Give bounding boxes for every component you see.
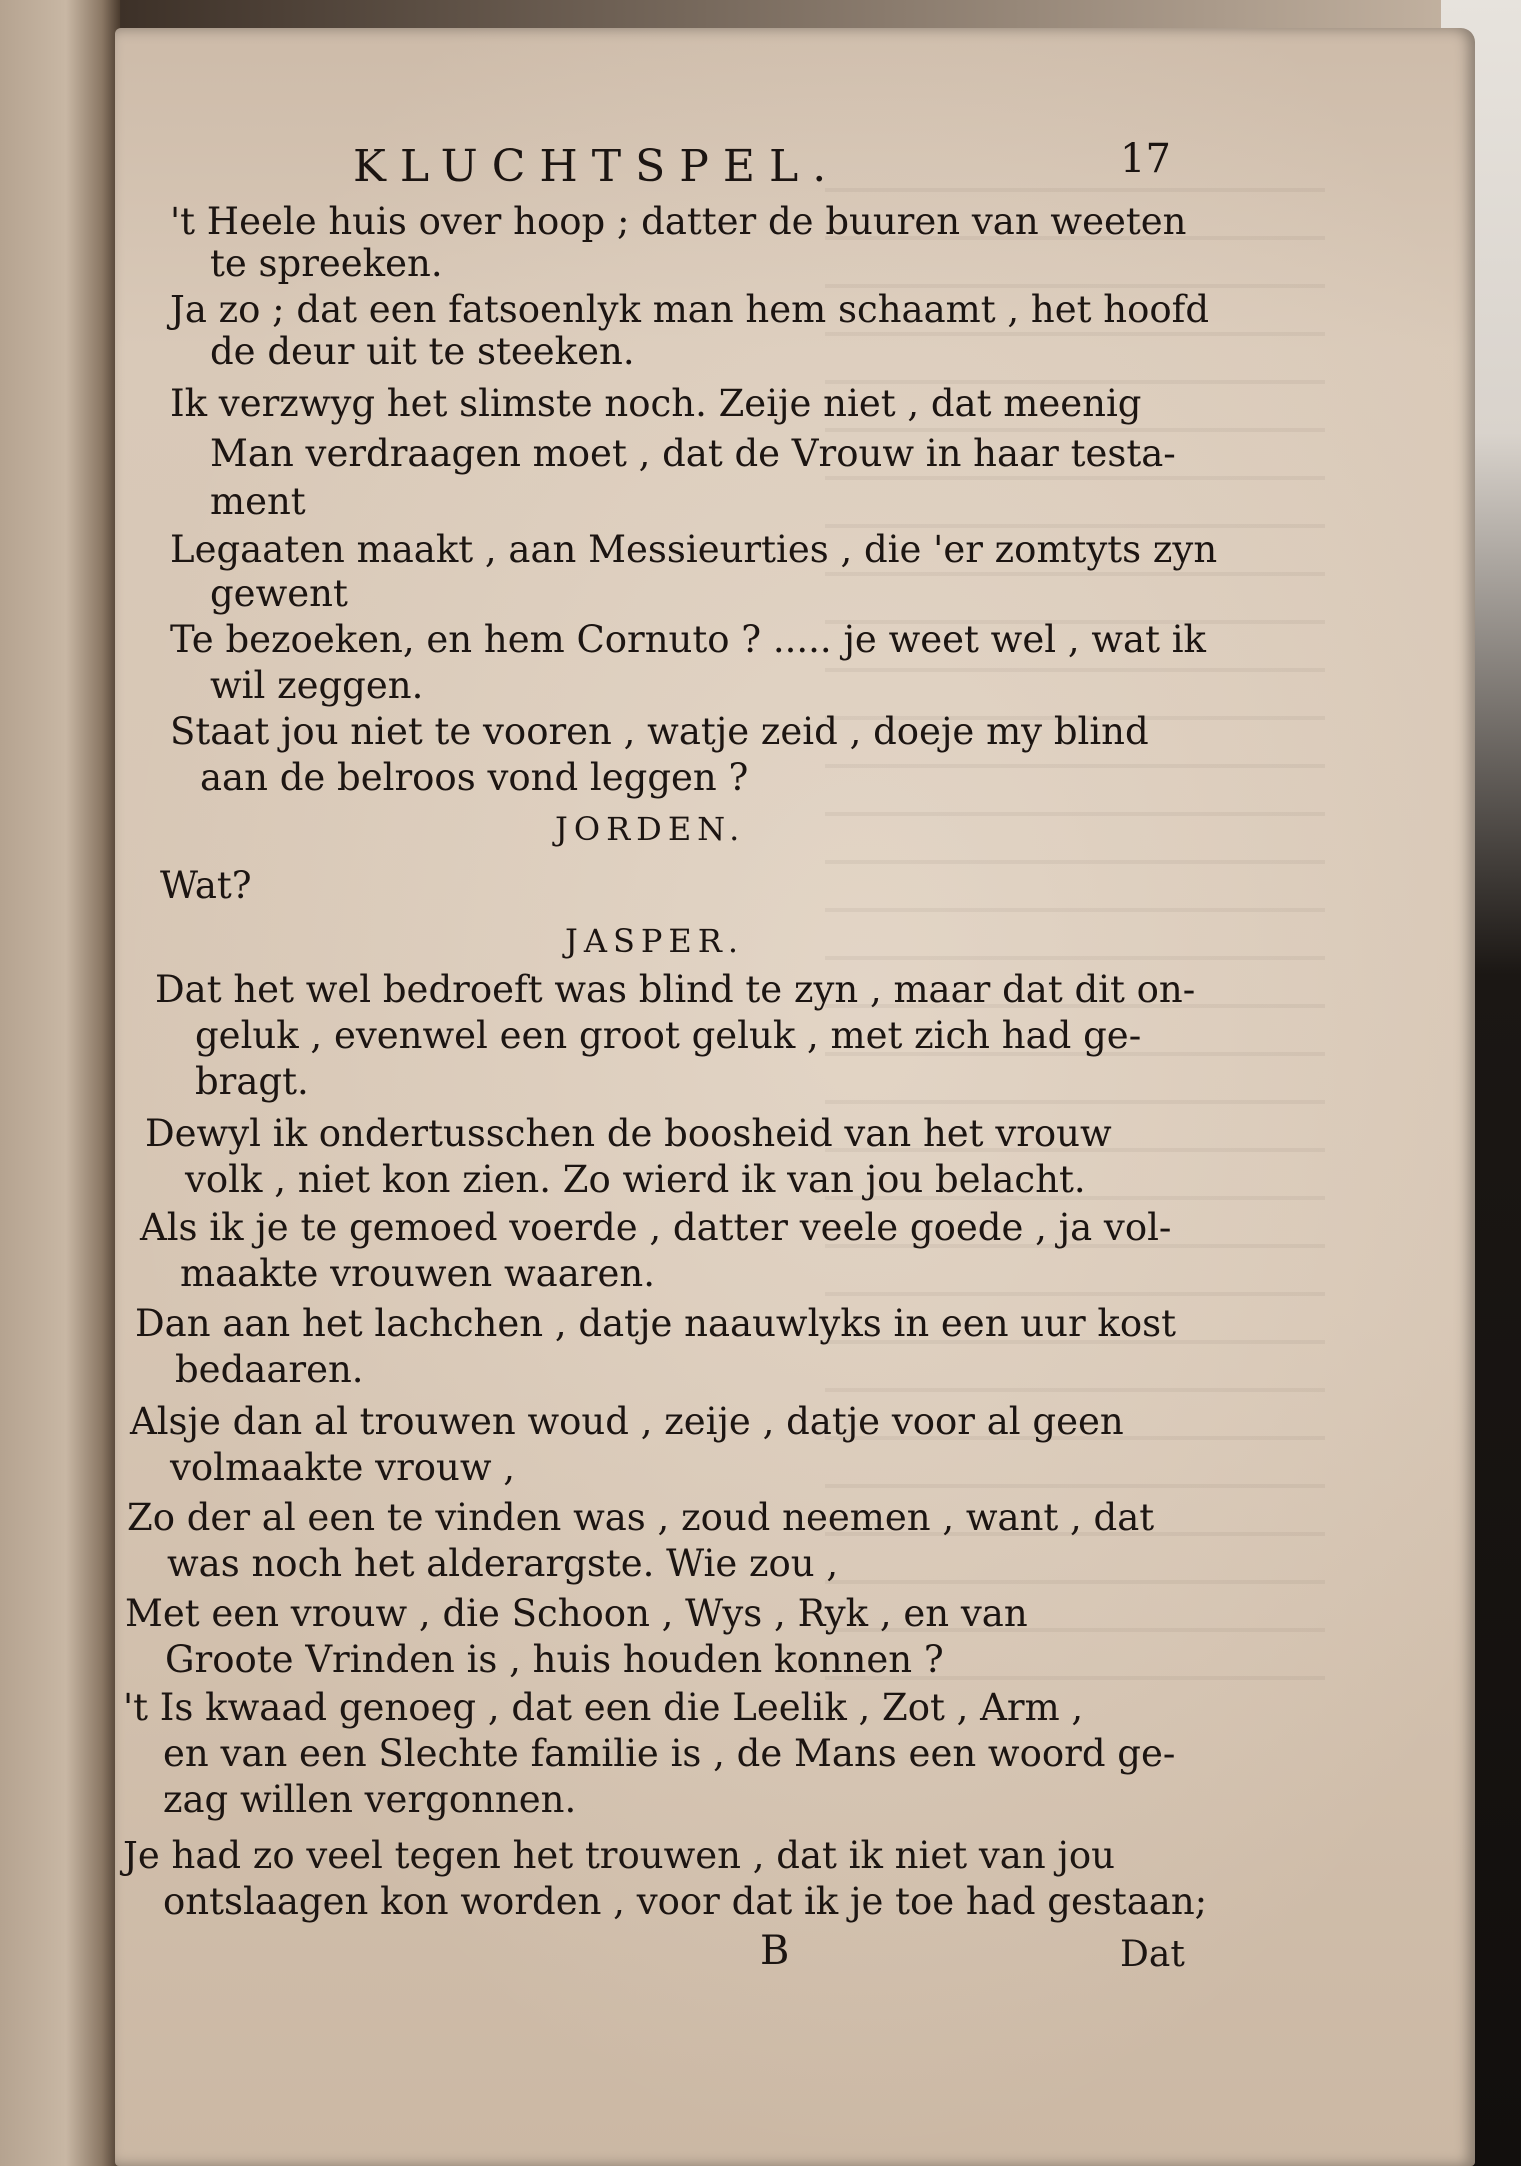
verse-continuation: ment [210, 480, 306, 523]
verse-continuation: gewent [210, 572, 348, 615]
signature-mark: B [760, 1928, 790, 1974]
left-page-edge [0, 0, 120, 2166]
verse-continuation: geluk , evenwel een groot geluk , met zich had ge- [195, 1014, 1142, 1057]
verse-continuation: bedaaren. [175, 1348, 364, 1391]
verse-continuation: ontslaagen kon worden , voor dat ik je toe had gestaan; [163, 1880, 1208, 1923]
reply-line: Wat? [160, 864, 252, 907]
verse-continuation: volk , niet kon zien. Zo wierd ik van jou belacht. [185, 1158, 1086, 1201]
verse-line: 't Is kwaad genoeg , dat een die Leelik , Zot , Arm , [123, 1686, 1084, 1729]
verse-continuation: aan de belroos vond leggen ? [200, 756, 749, 799]
verse-continuation: de deur uit te steeken. [210, 330, 635, 373]
running-head: KLUCHTSPEL. [353, 141, 841, 192]
verse-line: Te bezoeken, en hem Cornuto ? ..... je weet wel , wat ik [170, 618, 1206, 661]
verse-line: Je had zo veel tegen het trouwen , dat ik niet van jou [123, 1834, 1115, 1877]
verse-line: Zo der al een te vinden was , zoud neemen , want , dat [127, 1496, 1155, 1539]
catchword: Dat [1120, 1934, 1185, 1975]
verse-continuation: bragt. [195, 1060, 309, 1103]
verse-continuation: te spreeken. [210, 242, 443, 285]
verse-continuation: en van een Slechte familie is , de Mans een woord ge- [163, 1732, 1176, 1775]
verse-line: Met een vrouw , die Schoon , Wys , Ryk , en van [125, 1592, 1028, 1635]
verse-line: Ik verzwyg het slimste noch. Zeije niet , dat meenig [170, 382, 1142, 425]
verse-line: Legaaten maakt , aan Messieurties , die 'er zomtyts zyn [170, 528, 1218, 571]
verse-line: Als ik je te gemoed voerde , datter veele goede , ja vol- [140, 1206, 1172, 1249]
verse-continuation: maakte vrouwen waaren. [180, 1252, 655, 1295]
page-text [115, 28, 1475, 2166]
verse-continuation: zag willen vergonnen. [163, 1778, 577, 1821]
verse-line: Dat het wel bedroeft was blind te zyn , maar dat dit on- [155, 968, 1196, 1011]
verse-line: Dan aan het lachchen , datje naauwlyks in een uur kost [135, 1302, 1176, 1345]
verse-continuation: wil zeggen. [210, 664, 424, 707]
page-number: 17 [1120, 136, 1171, 182]
speaker-jorden: JORDEN. [555, 810, 746, 848]
verse-continuation: Groote Vrinden is , huis houden konnen ? [165, 1638, 944, 1681]
verse-line: 't Heele huis over hoop ; datter de buuren van weeten [170, 200, 1187, 243]
verse-line: Dewyl ik ondertusschen de boosheid van het vrouw [145, 1112, 1112, 1155]
verse-line: Ja zo ; dat een fatsoenlyk man hem schaamt , het hoofd [170, 288, 1210, 331]
verse-line: Staat jou niet te vooren , watje zeid , doeje my blind [170, 710, 1149, 753]
verse-continuation: volmaakte vrouw , [170, 1446, 516, 1489]
speaker-jasper: JASPER. [565, 922, 745, 960]
verse-line: Man verdraagen moet , dat de Vrouw in haar testa- [210, 432, 1176, 475]
verse-line: Alsje dan al trouwen woud , zeije , datje voor al geen [130, 1400, 1124, 1443]
verse-continuation: was noch het alderargste. Wie zou , [167, 1542, 839, 1585]
book-page [115, 28, 1475, 2166]
